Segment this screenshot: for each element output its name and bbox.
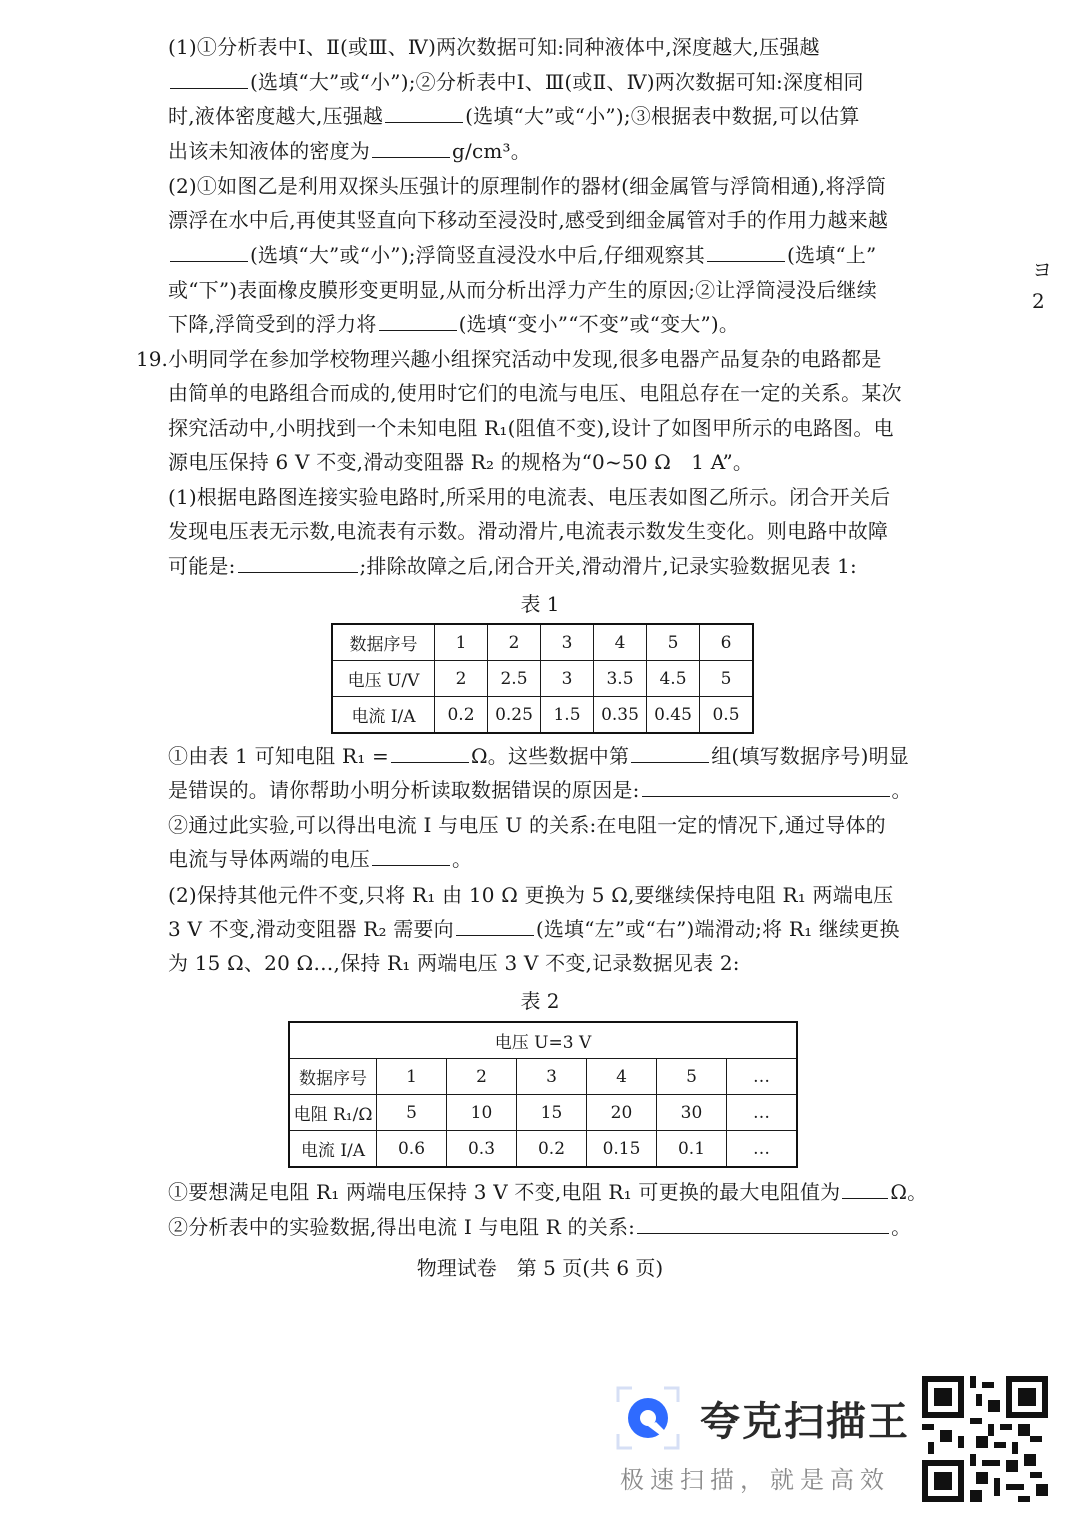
q19-p2-line1: (2)保持其他元件不变,只将 R₁ 由 10 Ω 更换为 5 Ω,要继续保持电阻 R₁ 两端电压 xyxy=(168,883,894,907)
side-mark-2: 2 xyxy=(1032,289,1045,313)
q18-p1-line3-text-b: (选填“大”或“小”);③根据表中数据,可以估算 xyxy=(465,104,860,128)
table-cell: 5 xyxy=(377,1095,447,1131)
table-cell: 1 xyxy=(435,624,488,661)
q19-t1-sub2-text-b: 。 xyxy=(891,778,912,802)
q19-p2-line2-text-a: 3 V 不变,滑动变阻器 R₂ 需要向 xyxy=(168,917,454,941)
q19-p1-line3-text-b: ;排除故障之后,闭合开关,滑动滑片,记录实验数据见表 1: xyxy=(359,554,857,578)
table-header-cell: 电阻 R₁/Ω xyxy=(289,1095,377,1131)
q18-p2-line3 xyxy=(168,240,876,270)
table-cell: 1.5 xyxy=(541,697,594,734)
quark-logo-icon xyxy=(614,1384,682,1452)
q19-t1-sub2 xyxy=(168,775,912,805)
table-cell: 5 xyxy=(647,624,700,661)
table-cell: 5 xyxy=(700,661,754,697)
table-row xyxy=(289,1022,797,1059)
answer-blank[interactable] xyxy=(238,552,358,573)
table-row xyxy=(289,1059,797,1095)
table-cell: 4 xyxy=(587,1059,657,1095)
q18-p1-line4-text-a: 出该未知液体的密度为 xyxy=(168,139,370,163)
q19-t1-sub2-text-a: 是错误的。请你帮助小明分析读取数据错误的原因是: xyxy=(168,778,640,802)
table-cell: 0.25 xyxy=(488,697,541,734)
table-cell: 4.5 xyxy=(647,661,700,697)
q18-p1-line1: (1)①分析表中Ⅰ、Ⅱ(或Ⅲ、Ⅳ)两次数据可知:同种液体中,深度越大,压强越 xyxy=(168,35,820,59)
q18-p1-line3 xyxy=(168,101,860,131)
table-cell: 0.3 xyxy=(447,1131,517,1168)
q19-p1-line3-text-a: 可能是: xyxy=(168,554,236,578)
table1 xyxy=(331,623,754,734)
table-cell: 0.5 xyxy=(700,697,754,734)
q19-p2-line3: 为 15 Ω、20 Ω…,保持 R₁ 两端电压 3 V 不变,记录数据见表 2: xyxy=(168,951,740,975)
table-cell: … xyxy=(727,1131,798,1168)
table-cell: 0.6 xyxy=(377,1131,447,1168)
table-cell: 0.15 xyxy=(587,1131,657,1168)
q19-t1-sub3: ②通过此实验,可以得出电流 I 与电压 U 的关系:在电阻一定的情况下,通过导体的 xyxy=(168,813,886,837)
table-cell: … xyxy=(727,1095,798,1131)
question-number: 19. xyxy=(136,347,168,371)
table-cell: 2 xyxy=(435,661,488,697)
q19-p2-line2 xyxy=(168,914,900,944)
answer-blank[interactable] xyxy=(631,742,709,763)
q19-p1-line2: 发现电压表无示数,电流表有示数。滑动滑片,电流表示数发生变化。则电路中故障 xyxy=(168,519,889,543)
table-row xyxy=(289,1095,797,1131)
table-cell: 15 xyxy=(517,1095,587,1131)
q19-t2-sub2-text-a: ②分析表中的实验数据,得出电流 I 与电阻 R 的关系: xyxy=(168,1215,636,1239)
q19-t1-sub4-text-b: 。 xyxy=(452,847,473,871)
answer-blank[interactable] xyxy=(372,137,450,158)
q19-line2: 由简单的电路组合而成的,使用时它们的电流与电压、电阻总存在一定的关系。某次 xyxy=(168,381,902,405)
table2-caption: 表 2 xyxy=(520,989,560,1013)
answer-blank[interactable] xyxy=(456,915,534,936)
answer-blank[interactable] xyxy=(637,1213,889,1234)
q19-p1-line1: (1)根据电路图连接实验电路时,所采用的电流表、电压表如图乙所示。闭合开关后 xyxy=(168,485,891,509)
table-cell: 2 xyxy=(488,624,541,661)
q18-p2-line1: (2)①如图乙是利用双探头压强计的原理制作的器材(细金属管与浮筒相通),将浮筒 xyxy=(168,174,887,198)
table-cell: … xyxy=(727,1059,798,1095)
side-mark-1: ヨ xyxy=(1032,258,1052,282)
q19-t1-sub4-text-a: 电流与导体两端的电压 xyxy=(168,847,370,871)
q18-p1-line4 xyxy=(168,136,531,166)
answer-blank[interactable] xyxy=(170,241,248,262)
table-cell: 30 xyxy=(657,1095,727,1131)
table-cell: 3 xyxy=(517,1059,587,1095)
table-row xyxy=(332,661,753,697)
table-header-cell: 电流 I/A xyxy=(289,1131,377,1168)
answer-blank[interactable] xyxy=(707,241,785,262)
watermark-brand: 夸克扫描王 xyxy=(700,1399,910,1445)
q19-t1-sub1-text-a: ①由表 1 可知电阻 R₁ = xyxy=(168,744,389,768)
q19-t2-sub2 xyxy=(168,1212,911,1242)
table-row xyxy=(289,1131,797,1168)
q18-p2-line4: 或“下”)表面橡皮膜形变更明显,从而分析出浮力产生的原因;②让浮筒浸没后继续 xyxy=(168,278,877,302)
q18-p1-line2-text: (选填“大”或“小”);②分析表中Ⅰ、Ⅲ(或Ⅱ、Ⅳ)两次数据可知:深度相同 xyxy=(250,70,864,94)
q18-p1-line4-text-b: g/cm³。 xyxy=(452,139,531,163)
table-cell: 4 xyxy=(594,624,647,661)
table-cell: 0.2 xyxy=(435,697,488,734)
table-cell: 2.5 xyxy=(488,661,541,697)
table-cell: 3.5 xyxy=(594,661,647,697)
table-cell: 3 xyxy=(541,661,594,697)
table-cell: 20 xyxy=(587,1095,657,1131)
table-header-cell: 数据序号 xyxy=(332,624,435,661)
table-cell: 1 xyxy=(377,1059,447,1095)
answer-blank[interactable] xyxy=(391,742,469,763)
q19-line1: 小明同学在参加学校物理兴趣小组探究活动中发现,很多电器产品复杂的电路都是 xyxy=(168,347,882,371)
q18-p2-line3-text-b: (选填“上” xyxy=(787,243,877,267)
q19-t1-sub1-text-b: Ω。这些数据中第 xyxy=(471,744,630,768)
q18-p1-line2 xyxy=(168,67,864,97)
table-header-cell: 电流 I/A xyxy=(332,697,435,734)
page-footer: 物理试卷 第 5 页(共 6 页) xyxy=(416,1256,664,1280)
q18-p1-line3-text-a: 时,液体密度越大,压强越 xyxy=(168,104,384,128)
table-header-cell: 电压 U/V xyxy=(332,661,435,697)
table-cell: 0.1 xyxy=(657,1131,727,1168)
table-cell: 2 xyxy=(447,1059,517,1095)
table-cell: 0.45 xyxy=(647,697,700,734)
table1-caption: 表 1 xyxy=(520,592,560,616)
qr-code-icon xyxy=(922,1376,1048,1502)
q19-t2-sub1-text-a: ①要想满足电阻 R₁ 两端电压保持 3 V 不变,电阻 R₁ 可更换的最大电阻值为 xyxy=(168,1180,841,1204)
answer-blank[interactable] xyxy=(842,1178,888,1199)
table-cell: 0.35 xyxy=(594,697,647,734)
q19-t2-sub1 xyxy=(168,1177,927,1207)
q19-line4: 源电压保持 6 V 不变,滑动变阻器 R₂ 的规格为“0~50 Ω 1 A”。 xyxy=(168,450,754,474)
table-cell: 0.2 xyxy=(517,1131,587,1168)
table-title-cell: 电压 U=3 V xyxy=(289,1022,797,1059)
table-row xyxy=(332,697,753,734)
q18-p2-line5-text-b: (选填“变小”“不变”或“变大”)。 xyxy=(458,312,740,336)
answer-blank[interactable] xyxy=(379,310,457,331)
table-cell: 3 xyxy=(541,624,594,661)
q19-t2-sub2-text-b: 。 xyxy=(891,1215,912,1239)
q19-t1-sub4 xyxy=(168,844,472,874)
table-cell: 6 xyxy=(700,624,754,661)
answer-blank[interactable] xyxy=(642,776,890,797)
table-row xyxy=(332,624,753,661)
table-header-cell: 数据序号 xyxy=(289,1059,377,1095)
answer-blank[interactable] xyxy=(170,68,248,89)
q19-p2-line2-text-b: (选填“左”或“右”)端滑动;将 R₁ 继续更换 xyxy=(535,917,900,941)
q19-t1-sub1 xyxy=(168,741,909,771)
answer-blank[interactable] xyxy=(372,845,450,866)
q19-t1-sub1-text-c: 组(填写数据序号)明显 xyxy=(711,744,909,768)
q19-p1-line3 xyxy=(168,551,857,581)
q18-p2-line5-text-a: 下降,浮筒受到的浮力将 xyxy=(168,312,377,336)
table-cell: 5 xyxy=(657,1059,727,1095)
table-cell: 10 xyxy=(447,1095,517,1131)
watermark-slogan: 极速扫描，就是高效 xyxy=(620,1466,890,1494)
q18-p2-line2: 漂浮在水中后,再使其竖直向下移动至浸没时,感受到细金属管对手的作用力越来越 xyxy=(168,208,889,232)
q19-line3: 探究活动中,小明找到一个未知电阻 R₁(阻值不变),设计了如图甲所示的电路图。电 xyxy=(168,416,894,440)
answer-blank[interactable] xyxy=(385,102,463,123)
q19-t2-sub1-text-b: Ω。 xyxy=(890,1180,928,1204)
table2 xyxy=(288,1021,798,1168)
q18-p2-line3-text-a: (选填“大”或“小”);浮筒竖直浸没水中后,仔细观察其 xyxy=(250,243,705,267)
q18-p2-line5 xyxy=(168,309,739,339)
